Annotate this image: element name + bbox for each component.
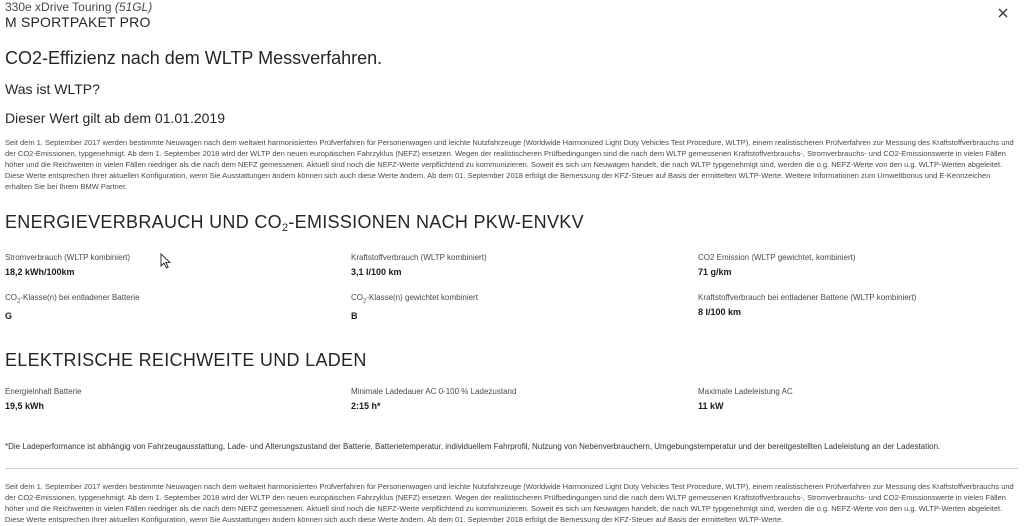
co2-class-weighted-label: $CO_2-Klasse(n)$ gewichtet kombiniert bbox=[351, 293, 478, 305]
charging-duration-label: Minimale Ladedauer AC 0-100 % Ladezustand bbox=[351, 387, 517, 396]
co2-class-weighted bbox=[351, 293, 681, 322]
fuel-consumption-label: Kraftstoffverbrauch (WLTP kombiniert) bbox=[351, 253, 487, 262]
co2-class-discharged bbox=[5, 293, 335, 322]
consumption-panel bbox=[5, 0, 1018, 30]
energy-section-title: ENERGIEVERBRAUCH UND $CO_2$-EMISSIONEN NACH PKW-ENVKV bbox=[5, 212, 584, 234]
battery-capacity-value: 19,5 kWh bbox=[5, 401, 45, 411]
co2-emission bbox=[698, 253, 1024, 278]
co2-emission-label: CO2 Emission (WLTP gewichtet, kombiniert) bbox=[698, 253, 856, 262]
fuel-consumption-value: 3,1 l/100 km bbox=[351, 267, 402, 277]
fuel-consumption-discharged-value: 8 l/100 km bbox=[698, 307, 742, 317]
max-charging-power-label: Maximale Ladeleistung AC bbox=[698, 387, 793, 396]
close-icon bbox=[998, 8, 1008, 18]
model-label: 330e xDrive Touring bbox=[5, 0, 112, 14]
charging-duration bbox=[351, 387, 681, 412]
power-consumption-value: 18,2 kWh/100km bbox=[5, 267, 75, 277]
valid-from-text: Dieser Wert gilt ab dem 01.01.2019 bbox=[5, 110, 225, 126]
footer-disclaimer: Seit dem 1. September 2017 werden bestimmte Neuwagen nach dem weltweit harmonisierten Prüfverfahren für Personenwagen und leichte Nutzfahrzeuge (Worldwide Harmonized Light Duty Vehicles Test Procedure, WLTP), einem realistischeren Prüfverfahren zur Messung des Kraftstoffverbrauchs und der CO2-Emissionen, typgenehmigt. Ab dem 1. September 2018 wird der WLTP den neuen europäischen Fahrzyklus (NEFZ) ersetzen. Wegen der realistischeren Prüfbedingungen sind die nach dem WLTP gemessenen Kraftstoffverbrauchs-, Stromverbrauchs- und CO2-Emissionswerte in vielen Fällen höher und die Reichweiten in vielen Fällen niedriger als die nach dem NEFZ gemessenen. Aktuell sind noch die NEFZ-Werte verpflichtend zu kommunizieren. Soweit es sich um Neuwagen handelt, die nach WLTP typgenehmigt sind, werden die o.g. NEFZ-Werte von den u.g. WLTP-Werten abgeleitet. Diese Werte entsprechen Ihrer aktuellen Konfiguration, wenn Sie Ausstattungen ändern können sich auch diese Werte ändern. Ab dem 01. September 2018 erfolgt die Bemessung der KFZ-Steuer auf Basis der ermittelten WLTP-Werte. bbox=[5, 482, 1014, 524]
co2-class-discharged-value: G bbox=[5, 310, 13, 321]
model-code: (51GL) bbox=[114, 0, 153, 14]
charging-duration-value: 2:15 h* bbox=[351, 401, 381, 411]
divider bbox=[5, 468, 1018, 469]
fuel-consumption-discharged bbox=[698, 293, 1024, 318]
mouse-cursor-icon bbox=[160, 253, 172, 269]
max-charging-power-value: 11 kW bbox=[698, 401, 724, 411]
wltp-disclaimer: Seit dem 1. September 2017 werden bestimmte Neuwagen nach dem weltweit harmonisierten Prüfverfahren für Personenwagen und leichte Nutzfahrzeuge (Worldwide Harmonized Light Duty Vehicles Test Procedure, WLTP), einem realistischeren Prüfverfahren zur Messung des Kraftstoffverbrauchs und der CO2-Emissionen, typgenehmigt. Ab dem 1. September 2018 wird der WLTP den neuen europäischen Fahrzyklus (NEFZ) ersetzen. Wegen der realistischeren Prüfbedingungen sind die nach dem WLTP gemessenen Kraftstoffverbrauchs-, Stromverbrauchs- und CO2-Emissionswerte in vielen Fällen höher und die Reichweiten in vielen Fällen niedriger als die nach dem NEFZ gemessenen. Aktuell sind noch die NEFZ-Werte verpflichtend zu kommunizieren. Soweit es sich um Neuwagen handelt, die nach WLTP typgenehmigt sind, werden die o.g. NEFZ-Werte von den u.g. WLTP-Werten abgeleitet. Diese Werte entsprechen Ihrer aktuellen Konfiguration, wenn Sie Ausstattungen ändern können sich auch diese Werte ändern. Ab dem 01. September 2018 erfolgt die Bemessung der KFZ-Steuer auf Basis der ermittelten WLTP-Werte. Weitere Informationen zum Umweltbonus und E-Kennzeichen erhalten Sie bei Ihrem BMW Partner. bbox=[5, 138, 1014, 191]
power-consumption-label: Stromverbrauch (WLTP kombiniert) bbox=[5, 253, 131, 262]
max-charging-power bbox=[698, 387, 1024, 412]
co2-emission-value: 71 g/km bbox=[698, 267, 732, 277]
co2-class-discharged-label: $CO_2-Klasse(n)$ bei entladener Batterie bbox=[5, 293, 140, 305]
model-name bbox=[5, 0, 1018, 14]
fuel-consumption bbox=[351, 253, 681, 278]
wltp-info-link[interactable]: Was ist WLTP? bbox=[5, 81, 100, 97]
battery-capacity bbox=[5, 387, 335, 412]
close-button[interactable] bbox=[992, 2, 1014, 24]
electric-section-title: ELEKTRISCHE REICHWEITE UND LADEN bbox=[5, 350, 367, 370]
page-title: CO2-Effizienz nach dem WLTP Messverfahren. bbox=[5, 48, 383, 68]
package-name: M SPORTPAKET PRO bbox=[5, 14, 151, 30]
fuel-consumption-discharged-label: Kraftstoffverbrauch bei entladener Batterie (WLTP kombiniert) bbox=[698, 293, 917, 302]
charging-footnote: *Die Ladeperformance ist abhängig von Fahrzeugausstattung, Lade- und Alterungszustand der Batterie, Batterietemperatur, individuellem Fahrprofil, Nutzung von Nebenverbrauchern, Umgebungstemperatur und der bereitgestellten Ladeleistung an der Ladestation. bbox=[5, 442, 941, 451]
battery-capacity-label: Energieinhalt Batterie bbox=[5, 387, 82, 396]
co2-class-weighted-value: B bbox=[351, 310, 358, 321]
